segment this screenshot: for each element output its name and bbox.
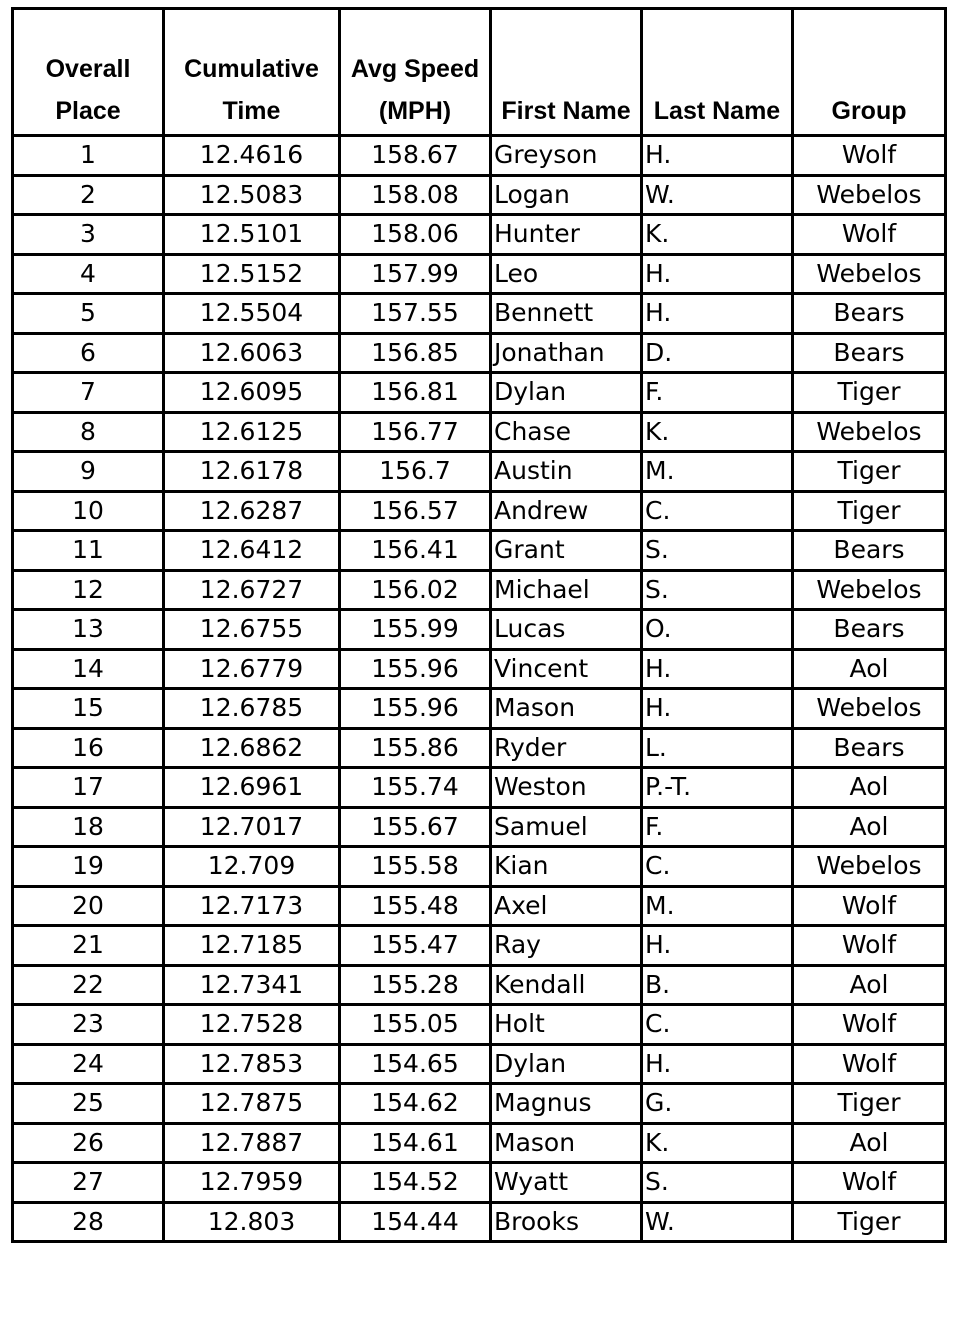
table-row: [13, 175, 946, 215]
table-row: [13, 847, 946, 887]
cell-overall-place: 6: [13, 333, 164, 373]
cell-last-name: M.: [642, 452, 793, 492]
cell-first-name: Magnus: [491, 1084, 642, 1124]
cell-overall-place: 3: [13, 215, 164, 255]
cell-group: Webelos: [793, 412, 946, 452]
cell-last-name: S.: [642, 1163, 793, 1203]
cell-first-name: Weston: [491, 768, 642, 808]
cell-last-name: D.: [642, 333, 793, 373]
cell-last-name: W.: [642, 1202, 793, 1242]
header-place-line2: Place: [55, 97, 121, 125]
cell-avg-speed: 157.99: [340, 254, 491, 294]
cell-last-name: H.: [642, 254, 793, 294]
cell-group: Webelos: [793, 175, 946, 215]
cell-overall-place: 26: [13, 1123, 164, 1163]
cell-avg-speed: 156.85: [340, 333, 491, 373]
cell-group: Wolf: [793, 886, 946, 926]
header-speed-line2: (MPH): [378, 97, 452, 125]
cell-group: Aol: [793, 768, 946, 808]
header-first-name: First Name: [491, 9, 642, 136]
table-row: [13, 333, 946, 373]
cell-avg-speed: 155.99: [340, 610, 491, 650]
cell-avg-speed: 156.77: [340, 412, 491, 452]
cell-overall-place: 4: [13, 254, 164, 294]
table-row: [13, 254, 946, 294]
table-row: [13, 1005, 946, 1045]
cell-group: Bears: [793, 333, 946, 373]
cell-last-name: H.: [642, 926, 793, 966]
table-row: [13, 294, 946, 334]
table-row: [13, 728, 946, 768]
cell-overall-place: 15: [13, 689, 164, 729]
cell-overall-place: 25: [13, 1084, 164, 1124]
table-body: [13, 136, 946, 1242]
cell-overall-place: 22: [13, 965, 164, 1005]
cell-avg-speed: 156.81: [340, 373, 491, 413]
cell-first-name: Ryder: [491, 728, 642, 768]
cell-avg-speed: 155.86: [340, 728, 491, 768]
cell-group: Aol: [793, 965, 946, 1005]
table-row: [13, 807, 946, 847]
table-row: [13, 1163, 946, 1203]
cell-group: Tiger: [793, 373, 946, 413]
cell-cumulative-time: 12.6095: [164, 373, 340, 413]
cell-first-name: Kian: [491, 847, 642, 887]
cell-avg-speed: 156.7: [340, 452, 491, 492]
table-row: [13, 610, 946, 650]
cell-overall-place: 23: [13, 1005, 164, 1045]
cell-first-name: Mason: [491, 1123, 642, 1163]
cell-cumulative-time: 12.5504: [164, 294, 340, 334]
cell-overall-place: 10: [13, 491, 164, 531]
cell-overall-place: 24: [13, 1044, 164, 1084]
cell-group: Bears: [793, 294, 946, 334]
cell-first-name: Greyson: [491, 136, 642, 176]
cell-first-name: Austin: [491, 452, 642, 492]
cell-first-name: Grant: [491, 531, 642, 571]
cell-cumulative-time: 12.7017: [164, 807, 340, 847]
cell-first-name: Kendall: [491, 965, 642, 1005]
cell-group: Aol: [793, 1123, 946, 1163]
table-row: [13, 965, 946, 1005]
cell-last-name: S.: [642, 570, 793, 610]
cell-group: Webelos: [793, 570, 946, 610]
cell-overall-place: 12: [13, 570, 164, 610]
cell-avg-speed: 158.06: [340, 215, 491, 255]
cell-first-name: Samuel: [491, 807, 642, 847]
cell-first-name: Wyatt: [491, 1163, 642, 1203]
cell-group: Webelos: [793, 254, 946, 294]
header-cumulative-time: [164, 9, 340, 136]
cell-first-name: Ray: [491, 926, 642, 966]
cell-avg-speed: 155.48: [340, 886, 491, 926]
table-row: [13, 926, 946, 966]
cell-avg-speed: 156.41: [340, 531, 491, 571]
cell-last-name: H.: [642, 649, 793, 689]
cell-last-name: S.: [642, 531, 793, 571]
cell-cumulative-time: 12.7185: [164, 926, 340, 966]
cell-cumulative-time: 12.5101: [164, 215, 340, 255]
header-speed-line1: Avg Speed: [350, 55, 480, 83]
cell-first-name: Andrew: [491, 491, 642, 531]
cell-last-name: H.: [642, 689, 793, 729]
cell-cumulative-time: 12.6063: [164, 333, 340, 373]
cell-first-name: Holt: [491, 1005, 642, 1045]
table-row: [13, 531, 946, 571]
table-row: [13, 570, 946, 610]
cell-cumulative-time: 12.6727: [164, 570, 340, 610]
cell-group: Webelos: [793, 689, 946, 729]
header-place-line1: Overall: [45, 55, 131, 83]
cell-first-name: Dylan: [491, 1044, 642, 1084]
cell-avg-speed: 158.67: [340, 136, 491, 176]
cell-overall-place: 8: [13, 412, 164, 452]
cell-cumulative-time: 12.7341: [164, 965, 340, 1005]
cell-cumulative-time: 12.7875: [164, 1084, 340, 1124]
cell-cumulative-time: 12.6961: [164, 768, 340, 808]
cell-overall-place: 13: [13, 610, 164, 650]
cell-overall-place: 14: [13, 649, 164, 689]
cell-avg-speed: 158.08: [340, 175, 491, 215]
header-avg-speed: [340, 9, 491, 136]
cell-first-name: Brooks: [491, 1202, 642, 1242]
cell-avg-speed: 156.57: [340, 491, 491, 531]
cell-overall-place: 27: [13, 1163, 164, 1203]
cell-group: Wolf: [793, 1044, 946, 1084]
cell-first-name: Lucas: [491, 610, 642, 650]
cell-first-name: Leo: [491, 254, 642, 294]
cell-first-name: Bennett: [491, 294, 642, 334]
cell-group: Webelos: [793, 847, 946, 887]
cell-first-name: Hunter: [491, 215, 642, 255]
table-row: [13, 886, 946, 926]
table-row: [13, 491, 946, 531]
cell-group: Wolf: [793, 136, 946, 176]
table-row: [13, 649, 946, 689]
cell-last-name: P.-T.: [642, 768, 793, 808]
table-row: [13, 215, 946, 255]
cell-cumulative-time: 12.7959: [164, 1163, 340, 1203]
cell-avg-speed: 155.74: [340, 768, 491, 808]
cell-overall-place: 5: [13, 294, 164, 334]
cell-overall-place: 2: [13, 175, 164, 215]
table-row: [13, 1084, 946, 1124]
cell-last-name: G.: [642, 1084, 793, 1124]
cell-group: Tiger: [793, 1084, 946, 1124]
cell-last-name: C.: [642, 847, 793, 887]
cell-cumulative-time: 12.4616: [164, 136, 340, 176]
cell-cumulative-time: 12.7853: [164, 1044, 340, 1084]
cell-avg-speed: 154.62: [340, 1084, 491, 1124]
cell-first-name: Jonathan: [491, 333, 642, 373]
table-row: [13, 1044, 946, 1084]
cell-cumulative-time: 12.7173: [164, 886, 340, 926]
cell-overall-place: 7: [13, 373, 164, 413]
table-header: [13, 9, 946, 136]
cell-last-name: C.: [642, 1005, 793, 1045]
cell-last-name: H.: [642, 136, 793, 176]
cell-last-name: L.: [642, 728, 793, 768]
cell-last-name: C.: [642, 491, 793, 531]
cell-group: Bears: [793, 728, 946, 768]
cell-first-name: Vincent: [491, 649, 642, 689]
cell-cumulative-time: 12.803: [164, 1202, 340, 1242]
cell-last-name: K.: [642, 412, 793, 452]
cell-avg-speed: 155.67: [340, 807, 491, 847]
cell-cumulative-time: 12.6412: [164, 531, 340, 571]
results-table: [11, 7, 947, 1243]
header-time-line1: Cumulative: [184, 55, 319, 83]
cell-group: Wolf: [793, 926, 946, 966]
cell-overall-place: 9: [13, 452, 164, 492]
cell-last-name: F.: [642, 373, 793, 413]
cell-cumulative-time: 12.5083: [164, 175, 340, 215]
cell-first-name: Dylan: [491, 373, 642, 413]
cell-last-name: K.: [642, 1123, 793, 1163]
cell-avg-speed: 155.58: [340, 847, 491, 887]
cell-last-name: O.: [642, 610, 793, 650]
cell-group: Tiger: [793, 452, 946, 492]
cell-last-name: M.: [642, 886, 793, 926]
cell-cumulative-time: 12.6178: [164, 452, 340, 492]
cell-overall-place: 19: [13, 847, 164, 887]
cell-first-name: Axel: [491, 886, 642, 926]
header-time-line2: Time: [222, 97, 281, 125]
table-row: [13, 1123, 946, 1163]
cell-last-name: H.: [642, 1044, 793, 1084]
cell-overall-place: 20: [13, 886, 164, 926]
cell-group: Aol: [793, 649, 946, 689]
cell-first-name: Chase: [491, 412, 642, 452]
cell-first-name: Logan: [491, 175, 642, 215]
cell-cumulative-time: 12.6287: [164, 491, 340, 531]
cell-avg-speed: 155.05: [340, 1005, 491, 1045]
cell-overall-place: 28: [13, 1202, 164, 1242]
table-row: [13, 452, 946, 492]
cell-group: Bears: [793, 531, 946, 571]
cell-avg-speed: 155.47: [340, 926, 491, 966]
header-row: [13, 9, 946, 136]
cell-first-name: Michael: [491, 570, 642, 610]
cell-first-name: Mason: [491, 689, 642, 729]
cell-group: Aol: [793, 807, 946, 847]
cell-avg-speed: 157.55: [340, 294, 491, 334]
table-row: [13, 1202, 946, 1242]
cell-overall-place: 1: [13, 136, 164, 176]
cell-cumulative-time: 12.6862: [164, 728, 340, 768]
table-row: [13, 373, 946, 413]
cell-cumulative-time: 12.6785: [164, 689, 340, 729]
cell-cumulative-time: 12.6755: [164, 610, 340, 650]
cell-avg-speed: 155.96: [340, 689, 491, 729]
cell-avg-speed: 154.61: [340, 1123, 491, 1163]
cell-group: Tiger: [793, 491, 946, 531]
cell-cumulative-time: 12.6779: [164, 649, 340, 689]
cell-last-name: W.: [642, 175, 793, 215]
cell-group: Bears: [793, 610, 946, 650]
cell-cumulative-time: 12.5152: [164, 254, 340, 294]
table-row: [13, 412, 946, 452]
cell-avg-speed: 156.02: [340, 570, 491, 610]
cell-last-name: B.: [642, 965, 793, 1005]
cell-avg-speed: 154.52: [340, 1163, 491, 1203]
cell-overall-place: 18: [13, 807, 164, 847]
cell-last-name: F.: [642, 807, 793, 847]
cell-group: Tiger: [793, 1202, 946, 1242]
cell-overall-place: 17: [13, 768, 164, 808]
table-row: [13, 136, 946, 176]
cell-group: Wolf: [793, 1005, 946, 1045]
cell-overall-place: 11: [13, 531, 164, 571]
cell-avg-speed: 154.44: [340, 1202, 491, 1242]
header-overall-place: [13, 9, 164, 136]
cell-last-name: H.: [642, 294, 793, 334]
cell-cumulative-time: 12.709: [164, 847, 340, 887]
cell-avg-speed: 155.96: [340, 649, 491, 689]
cell-group: Wolf: [793, 1163, 946, 1203]
table-row: [13, 689, 946, 729]
cell-avg-speed: 155.28: [340, 965, 491, 1005]
table-row: [13, 768, 946, 808]
cell-cumulative-time: 12.7887: [164, 1123, 340, 1163]
cell-overall-place: 16: [13, 728, 164, 768]
cell-overall-place: 21: [13, 926, 164, 966]
cell-cumulative-time: 12.6125: [164, 412, 340, 452]
cell-avg-speed: 154.65: [340, 1044, 491, 1084]
header-last-name: Last Name: [642, 9, 793, 136]
cell-cumulative-time: 12.7528: [164, 1005, 340, 1045]
header-group: Group: [793, 9, 946, 136]
cell-group: Wolf: [793, 215, 946, 255]
cell-last-name: K.: [642, 215, 793, 255]
